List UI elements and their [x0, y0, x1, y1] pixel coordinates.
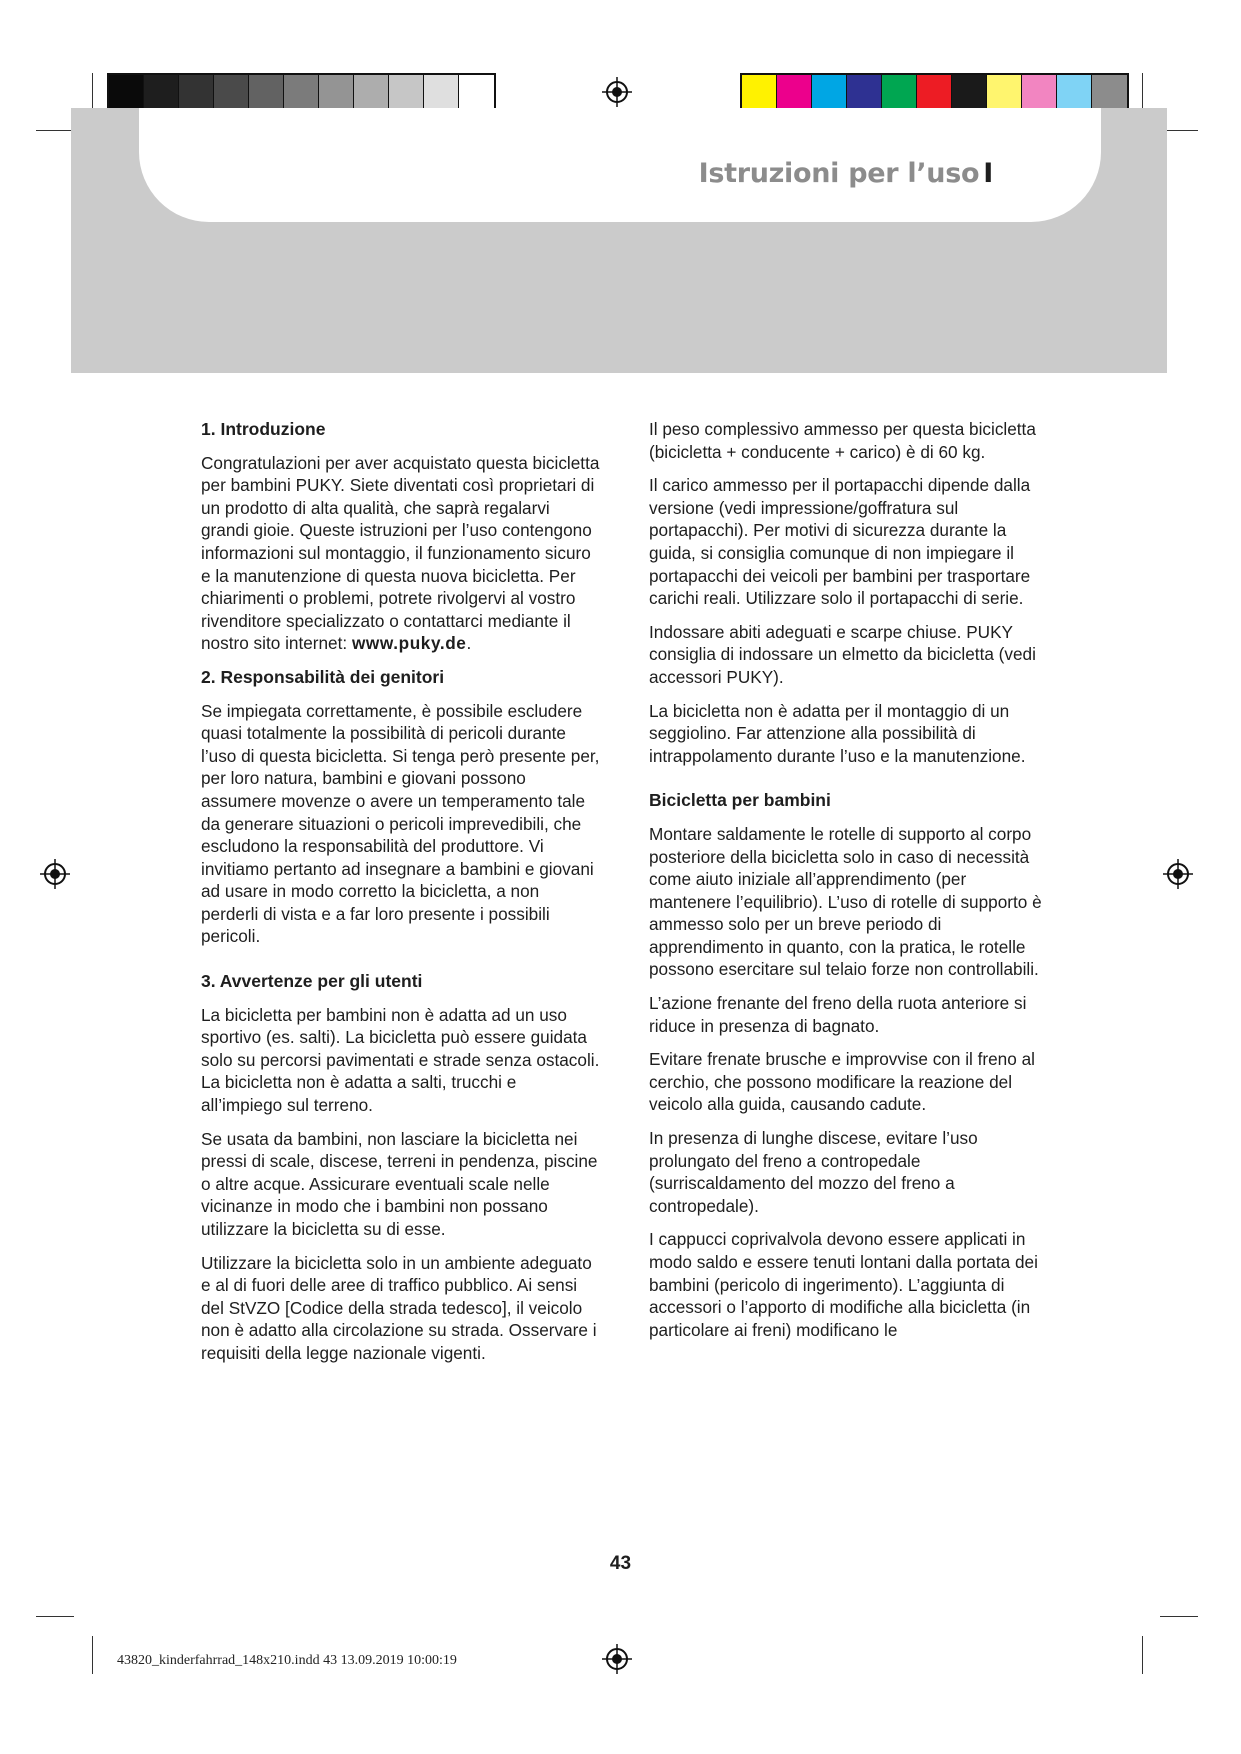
crop-mark: [36, 1616, 74, 1617]
paragraph: La bicicletta non è adatta per il montaggio di un seggiolino. Far attenzione alla possibilità di intrappolamento durante l’uso e la manutenzione.: [649, 700, 1026, 766]
color-swatch: [1022, 75, 1057, 108]
grayscale-color-bar: [107, 73, 496, 110]
paragraph: La bicicletta per bambini non è adatta ad un uso sportivo (es. salti). La bicicletta può essere guidata solo su percorsi pavimentati e strade senza ostacoli. La bicicletta non è adatta a salti, trucchi e all’impiego sul terreno.: [201, 1004, 600, 1116]
color-swatch: [214, 75, 249, 108]
paragraph: Se usata da bambini, non lasciare la bicicletta nei pressi di scale, discese, terreni in pendenza, piscine o altre acque. Assicurare eventuali scale nelle vicinanze in modo che i bambini non possano utilizzare la bicicletta su di esse.: [201, 1128, 598, 1239]
color-swatch: [144, 75, 179, 108]
crop-mark: [36, 130, 74, 131]
color-swatch: [284, 75, 319, 108]
color-swatch: [777, 75, 812, 108]
section-heading-parents: 2. Responsabilità dei genitori: [201, 666, 445, 687]
crop-mark: [1142, 1636, 1143, 1674]
page-title-text: Istruzioni per l’uso: [698, 158, 980, 189]
color-swatch: [1057, 75, 1092, 108]
paragraph: Utilizzare la bicicletta solo in un ambiente adeguato e al di fuori delle aree di traffico pubblico. Ai sensi del StVZO [Codice della strada tedesco], il veicolo non è adatto alla circolazione su strada. Osservare i requisiti della legge nazionale vigenti.: [201, 1252, 597, 1363]
crop-mark: [92, 1636, 93, 1674]
color-swatch: [459, 75, 494, 108]
crop-mark: [1142, 73, 1143, 111]
paragraph: Indossare abiti adeguati e scarpe chiuse. PUKY consiglia di indossare un elmetto da bicicletta (vedi accessori PUKY).: [649, 621, 1036, 687]
title-separator: I: [983, 158, 993, 189]
sub-heading-children-bicycle: Bicicletta per bambini: [649, 790, 831, 811]
page-number: 43: [609, 1553, 632, 1574]
website-link[interactable]: www.puky.de: [351, 633, 467, 654]
paragraph: Montare saldamente le rotelle di supporto al corpo posteriore della bicicletta solo in caso di necessità come aiuto iniziale all’apprendimento (per mantenere l’equilibrio). L’uso di rotelle di supporto è ammesso solo per un breve periodo di apprendimento in quanto, con la pratica, le rotelle possono esercitare sul telaio forze non controllabili.: [649, 823, 1042, 980]
paragraph: Evitare frenate brusche e improvvise con il freno al cerchio, che possono modificare la reazione del veicolo alla guida, causando cadute.: [649, 1049, 1035, 1115]
color-swatch: [742, 75, 777, 108]
paragraph: I cappucci coprivalvola devono essere applicati in modo saldo e essere tenuti lontani dalla portata dei bambini (pericolo di ingerimento). L’aggiunta di accessori o l’apporto di modifiche alla bicicletta (in particolare ai freni) modificano le: [649, 1229, 1038, 1340]
paragraph-text: Congratulazioni per aver acquistato questa bicicletta per bambini PUKY. Siete diventati così proprietari di un prodotto di alta qualità, che saprà regalarvi grandi gioie. Queste istruzioni per l’uso contengono informazioni sul montaggio, il funzionamento sicuro e la manutenzione di questa nuova bicicletta. Per chiarimenti o problemi, potrete rivolgervi al vostro rivenditore specializzato o contattarci mediante il nostro sito internet:: [201, 452, 600, 654]
paragraph: Se impiegata correttamente, è possibile escludere quasi totalmente la possibilità di pericoli durante l’uso di questa bicicletta. Si tenga però presente per, per loro natura, bambini e giovani possono assumere movenze o avere un temperamento tale da generare situazioni o pericoli imprevedibili, che escludono la responsabilità del produttore. Vi invitiamo pertanto ad insegnare a bambini e giovani ad usare in modo corretto la bicicletta, a non perderli di vista e a far loro presente i possibili pericoli.: [201, 700, 600, 947]
registration-mark-icon: [602, 77, 632, 107]
paragraph: In presenza di lunghe discese, evitare l’uso prolungato del freno a contropedale (surriscaldamento del mozzo del freno a contropedale).: [649, 1128, 978, 1216]
color-swatch: [319, 75, 354, 108]
paragraph: [201, 452, 601, 655]
section-heading-warnings: 3. Avvertenze per gli utenti: [201, 971, 423, 992]
color-swatch: [424, 75, 459, 108]
color-swatch: [812, 75, 847, 108]
color-swatch: [354, 75, 389, 108]
page-title: [699, 158, 993, 189]
print-slug: 43820_kinderfahrrad_148x210.indd 43 13.09.2019 10:00:19: [117, 1653, 457, 1668]
paragraph: Il carico ammesso per il portapacchi dipende dalla versione (vedi impressione/goffratura sul portapacchi). Per motivi di sicurezza durante la guida, si consiglia comunque di non impiegare il portapacchi dei veicoli per bambini per trasportare carichi reali. Utilizzare solo il portapacchi di serie.: [649, 475, 1031, 609]
color-swatch: [987, 75, 1022, 108]
color-swatch: [952, 75, 987, 108]
registration-mark-icon: [1163, 859, 1193, 889]
color-swatch: [847, 75, 882, 108]
crop-mark: [1160, 1616, 1198, 1617]
color-swatch: [1092, 75, 1127, 108]
registration-mark-icon: [40, 859, 70, 889]
color-swatch: [179, 75, 214, 108]
paragraph: Il peso complessivo ammesso per questa bicicletta (bicicletta + conducente + carico) è di 60 kg.: [649, 419, 1036, 462]
section-heading-introduction: 1. Introduzione: [201, 419, 326, 439]
registration-mark-icon: [602, 1644, 632, 1674]
left-column: [201, 418, 601, 1376]
right-column: [649, 418, 1049, 1352]
color-swatch: [249, 75, 284, 108]
color-swatch: [917, 75, 952, 108]
process-color-bar: [740, 73, 1129, 110]
paragraph-end: .: [466, 633, 472, 654]
color-swatch: [882, 75, 917, 108]
color-swatch: [109, 75, 144, 108]
color-swatch: [389, 75, 424, 108]
crop-mark: [92, 73, 93, 111]
paragraph: L’azione frenante del freno della ruota anteriore si riduce in presenza di bagnato.: [649, 993, 1027, 1036]
